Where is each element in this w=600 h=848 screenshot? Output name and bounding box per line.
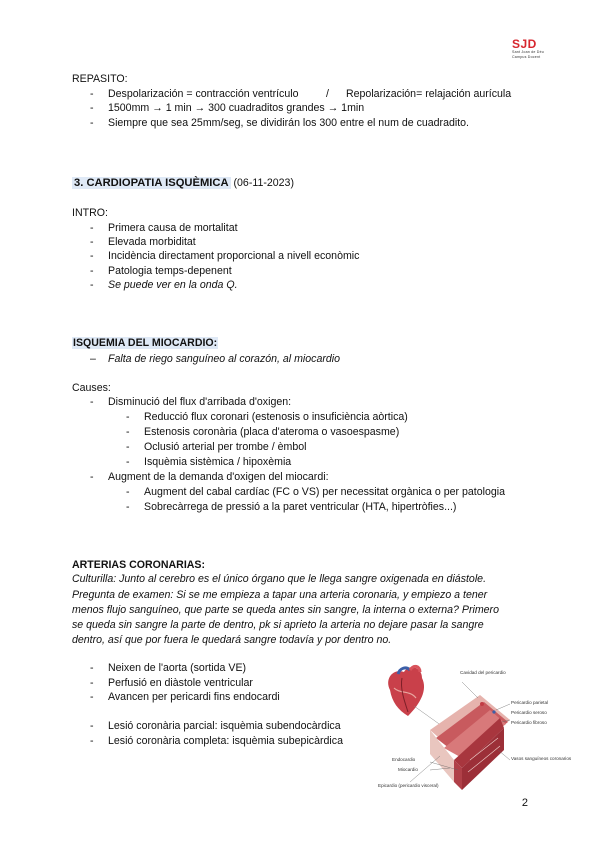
list-dash: - [90,662,94,674]
arterias-paragraph-line: dentro, así que por fuera le quedará sangre todavía y por dentro no. [72,634,392,646]
heart-wall-figure [370,660,572,800]
sjd-logo [512,38,572,59]
list-dash: - [90,396,94,408]
intro-item: Patologia temps-depenent [108,265,232,277]
label-serous-pericardium: Pericardio seroso [511,710,547,715]
list-dash: - [90,250,94,262]
list-dash: - [90,102,94,114]
intro-item: Primera causa de mortalitat [108,222,238,234]
list-dash: - [126,456,130,468]
repaso-item-2: 1500mm → 1 min → 300 cuadraditos grandes → 1min [108,102,365,114]
intro-item: Elevada morbiditat [108,236,196,248]
repaso-item-3: Siempre que sea 25mm/seg, se dividirán los 300 entre el num de cuadradito. [108,117,469,129]
label-parietal-pericardium: Pericardio parietal [511,700,549,705]
heart-illustration [370,660,540,800]
page-number: 2 [521,797,528,809]
arterias-paragraph-line: menos flujo sanguíneo, que parte se queda antes sin sangre, la interna o externa? Primero [72,604,499,616]
list-dash: - [90,279,94,291]
logo-subline-2: Campus Docent [512,54,541,59]
causes-group-2-item: Augment del cabal cardíac (FC o VS) per necessitat orgànica o per patologia [144,486,505,498]
section-heading [72,176,294,190]
causes-group-2-item: Sobrecàrrega de pressió a la paret ventricular (HTA, hipertròfies...) [144,501,457,513]
causes-group-2-title: Augment de la demanda d'oxigen del miocardi: [108,471,329,483]
section-title: 3. CARDIOPATIA ISQUÈMICA [74,177,229,189]
list-dash: – [90,353,96,365]
arterias-lesion-item: Lesió coronària completa: isquèmia subepicàrdica [108,735,343,747]
label-coronary-vessels: Vasos sanguíneos coronarios [511,756,572,761]
arterias-paragraph-line: se queda sin sangre la parte de dentro, pk si aprieto la arteria no dejare pasar la sangre [72,619,484,631]
arterias-item: Perfusió en diàstole ventricular [108,677,253,689]
isquemia-title: ISQUEMIA DEL MIOCARDIO: [73,337,218,349]
label-epicardium: Epicardio (pericardio visceral) [378,783,439,788]
label-pericardial-cavity: Cavidad del pericardio [460,670,506,675]
repaso-item-1b: Repolarización= relajación aurícula [346,88,512,100]
logo-mark: SJD [512,37,537,51]
list-dash: - [126,501,130,513]
isquemia-definition: Falta de riego sanguíneo al corazón, al miocardio [108,353,341,365]
causes-group-1-title: Disminució del flux d'arribada d'oxigen: [108,396,292,408]
causes-group-1-item: Isquèmia sistèmica / hipoxèmia [144,456,292,468]
arterias-item: Avancen per pericardi fins endocardi [108,691,280,703]
arterias-item: Neixen de l'aorta (sortida VE) [108,662,247,674]
causes-title: Causes: [72,382,111,394]
label-fibrous-pericardium: Pericardio fibroso [511,720,547,725]
causes-group-1-item: Oclusió arterial per trombe / èmbol [144,441,307,453]
label-myocardium: Miocardio [398,767,418,772]
arterias-lesion-item: Lesió coronària parcial: isquèmia subendocàrdica [108,720,341,732]
intro-title: INTRO: [72,207,108,219]
list-dash: - [126,486,130,498]
intro-item: Incidència directament proporcional a nivell econòmic [108,250,360,262]
repaso-item-1-sep: / [326,88,329,100]
list-dash: - [90,236,94,248]
logo-subline-1: Sant Joan de Déu [512,50,544,54]
list-dash: - [126,411,130,423]
section-date: (06-11-2023) [233,177,294,189]
list-dash: - [90,677,94,689]
heart-icon [388,666,424,716]
repaso-item-1a: Despolarización = contracción ventrículo [108,88,299,100]
list-dash: - [90,265,94,277]
list-dash: - [90,691,94,703]
arterias-paragraph-line: Culturilla: Junto al cerebro es el único órgano que le llega sangre oxigenada en diástole. [72,573,487,585]
arterias-paragraph-line: Pregunta de examen: Si se me empieza a tapar una arteria coronaria, y empiezo a tener [72,589,488,601]
isquemia-heading [72,336,218,350]
list-dash: - [126,426,130,438]
list-dash: - [90,222,94,234]
arterias-title: ARTERIAS CORONARIAS: [72,559,206,571]
causes-group-1-item: Estenosis coronària (placa d'ateroma o vasoespasme) [144,426,400,438]
label-endocardium: Endocardio [392,757,416,762]
repaso-title: REPASITO: [72,73,128,85]
list-dash: - [126,441,130,453]
list-dash: - [90,720,94,732]
list-dash: - [90,735,94,747]
list-dash: - [90,117,94,129]
list-dash: - [90,471,94,483]
intro-item: Se puede ver en la onda Q. [108,279,238,291]
causes-group-1-item: Reducció flux coronari (estenosis o insuficiència aòrtica) [144,411,408,423]
repaso-item: - [90,88,94,100]
